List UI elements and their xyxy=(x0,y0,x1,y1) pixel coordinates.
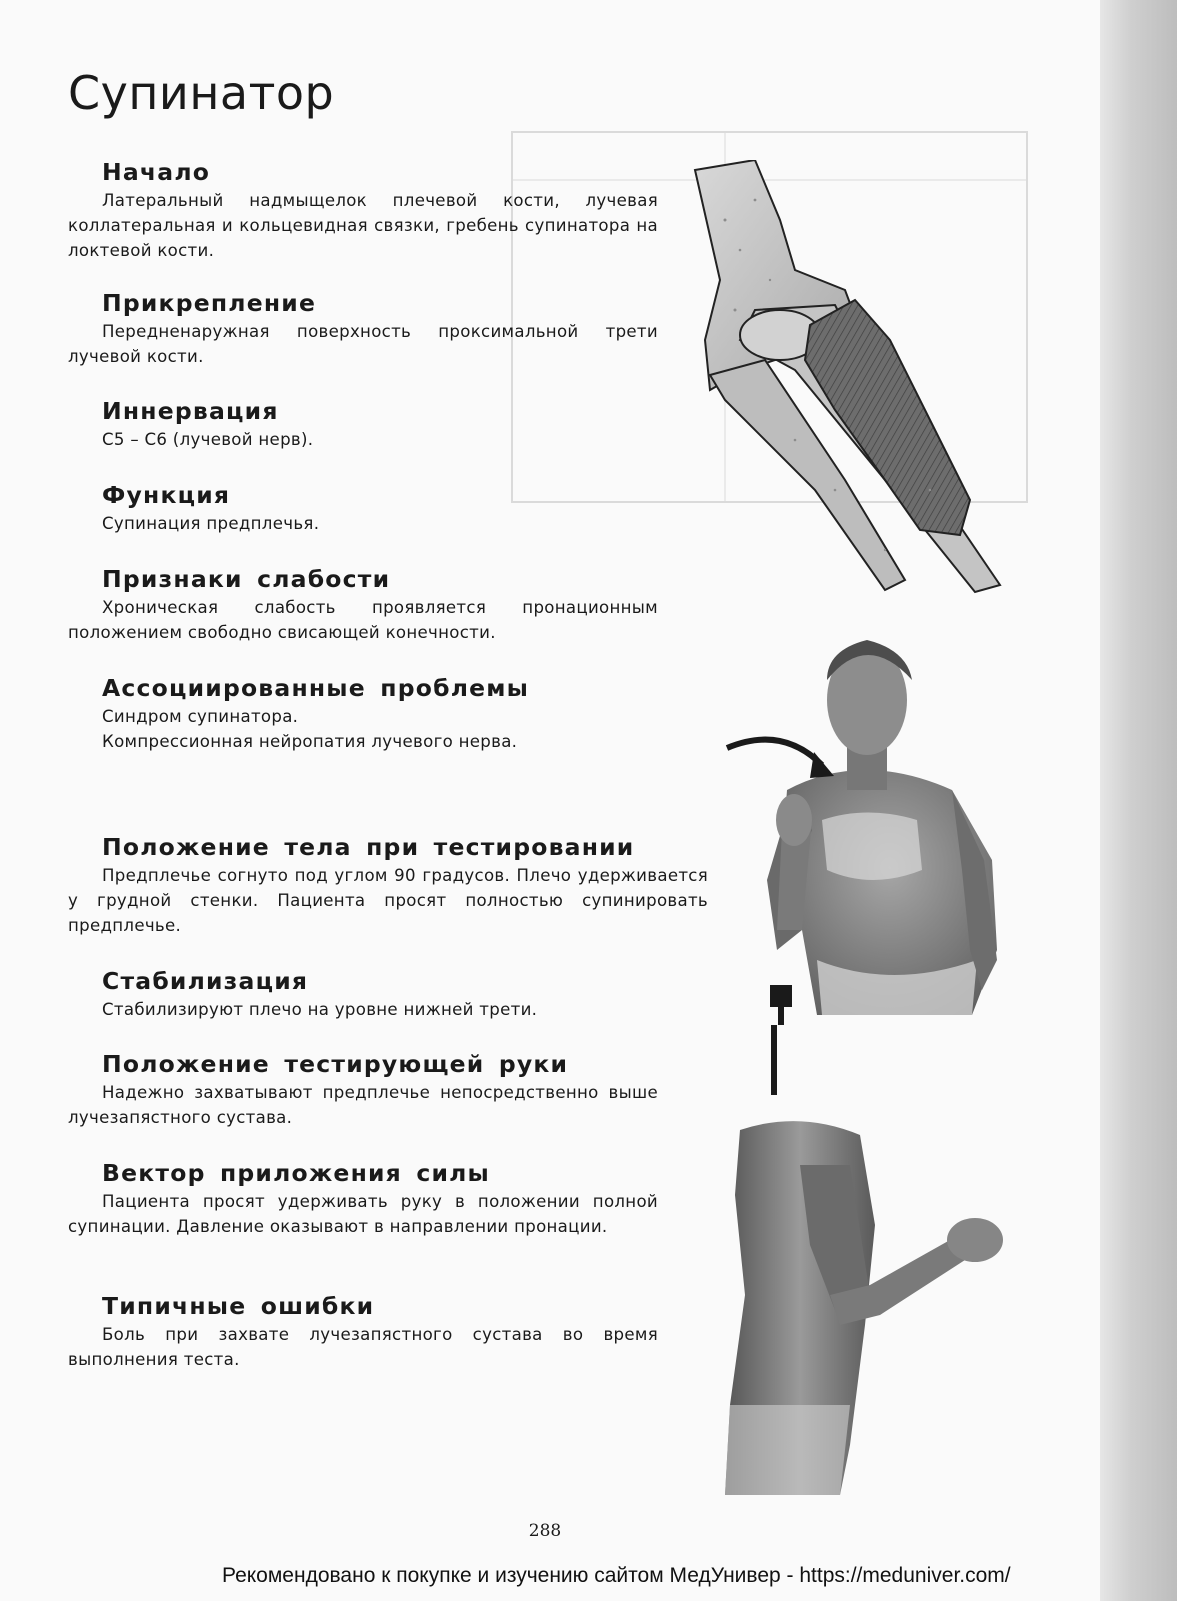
page-title: Супинатор xyxy=(68,66,335,120)
test-position-side-view xyxy=(700,1025,1020,1495)
section-heading: Начало xyxy=(102,158,211,186)
section-hand-position xyxy=(68,1050,658,1130)
test-position-front-view xyxy=(722,630,1012,1025)
section-heading: Положение тестирующей руки xyxy=(102,1050,569,1078)
section-test-position xyxy=(68,833,708,938)
section-text: Передненаружная поверхность проксимальной трети лучевой кости. xyxy=(68,322,658,366)
section-text: C5 – C6 (лучевой нерв). xyxy=(102,430,314,449)
section-line: Синдром супинатора. xyxy=(102,707,299,726)
section-heading: Признаки слабости xyxy=(102,565,391,593)
section-innervation xyxy=(68,397,658,452)
section-heading: Функция xyxy=(102,481,231,509)
section-weakness xyxy=(68,565,658,645)
section-associated-problems xyxy=(68,674,658,754)
section-text: Хроническая слабость проявляется пронационным положением свободно свисающей конечности. xyxy=(68,598,658,642)
section-text: Боль при захвате лучезапястного сустава во время выполнения теста. xyxy=(68,1325,658,1369)
supinator-anatomy-illustration xyxy=(685,160,1015,595)
section-heading: Ассоциированные проблемы xyxy=(102,674,530,702)
section-text: Стабилизируют плечо на уровне нижней трети. xyxy=(102,1000,538,1019)
section-text: Супинация предплечья. xyxy=(102,514,320,533)
section-force-vector xyxy=(68,1159,658,1239)
section-text: Надежно захватывают предплечье непосредственно выше лучезапястного сустава. xyxy=(68,1083,658,1127)
section-heading: Вектор приложения силы xyxy=(102,1159,491,1187)
section-origin xyxy=(68,158,658,263)
section-text: Предплечье согнуто под углом 90 градусов. Плечо удерживается у грудной стенки. Пациента просят полностью супинировать предплечье. xyxy=(68,866,708,935)
section-text: Латеральный надмыщелок плечевой кости, лучевая коллатеральная и кольцевидная связки, гребень супинатора на локтевой кости. xyxy=(68,191,658,260)
section-stabilization xyxy=(68,967,658,1022)
section-heading: Типичные ошибки xyxy=(102,1292,375,1320)
section-insertion xyxy=(68,289,658,369)
page-number: 288 xyxy=(528,1521,562,1541)
section-heading: Положение тела при тестировании xyxy=(102,833,635,861)
section-heading: Иннервация xyxy=(102,397,279,425)
section-function xyxy=(68,481,658,536)
section-heading: Прикрепление xyxy=(102,289,317,317)
section-line: Компрессионная нейропатия лучевого нерва. xyxy=(102,732,518,751)
section-text: Пациента просят удерживать руку в положении полной супинации. Давление оказывают в направлении пронации. xyxy=(68,1192,658,1236)
section-heading: Стабилизация xyxy=(102,967,309,995)
section-typical-errors xyxy=(68,1292,658,1372)
page-edge-shadow xyxy=(1100,0,1177,1601)
footer-watermark-text: Рекомендовано к покупке и изучению сайтом МедУнивер - https://meduniver.com/ xyxy=(222,1564,1011,1587)
